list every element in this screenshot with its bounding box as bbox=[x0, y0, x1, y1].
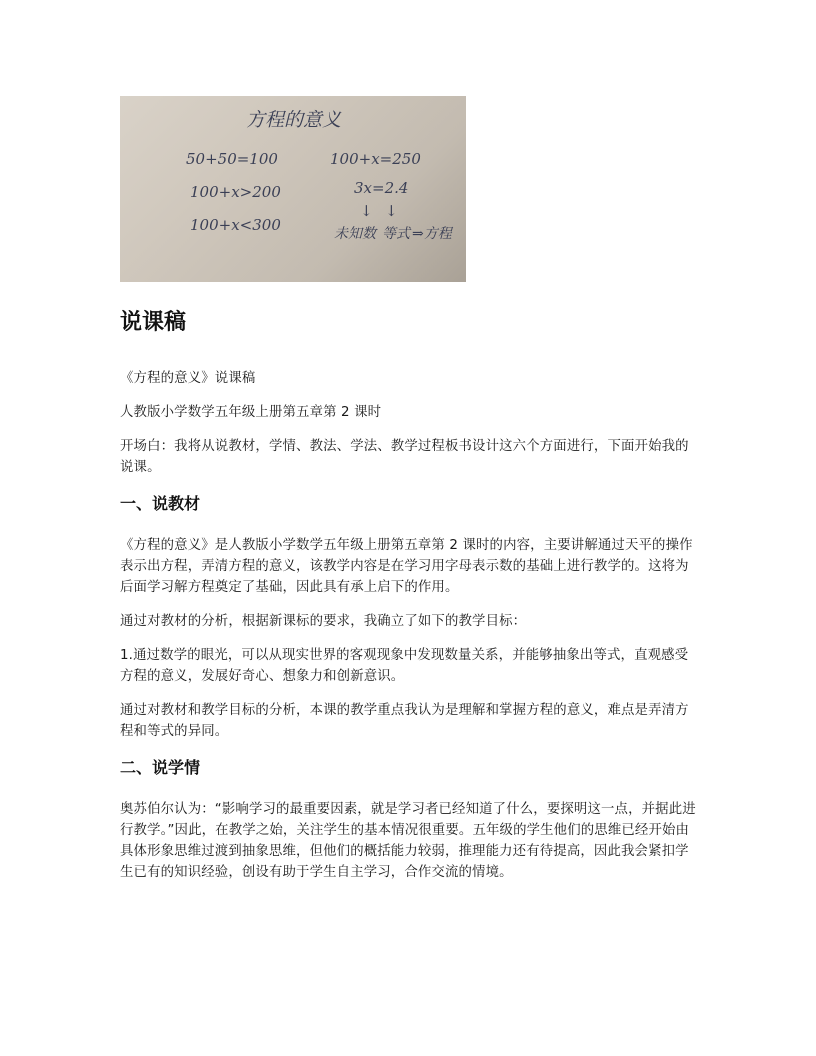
hw-title: 方程的意义 bbox=[246, 109, 342, 131]
paragraph-lesson-title: 《方程的意义》说课稿 bbox=[120, 371, 256, 386]
paragraph-students: 奥苏伯尔认为：“影响学习的最重要因素，就是学习者已经知道了什么，要探明这一点，并据此进行教学。”因此，在教学之始，关注学生的基本情况很重要。五年级的学生他们的思维已经开始由具体形象思维过渡到抽象思维，但他们的概括能力较弱，推理能力还有待提高，因此我会紧扣学生已有的知识经验，创设有助于学生自主学习，合作交流的情境。 bbox=[120, 802, 696, 880]
hw-arrow-2: ↓ bbox=[385, 202, 398, 220]
document-title: 说课稿 bbox=[120, 310, 187, 335]
paragraph-key-points: 通过对教材和教学目标的分析，本课的教学重点我认为是理解和掌握方程的意义，难点是弄清方程和等式的异同。 bbox=[120, 703, 689, 739]
hw-label-unknown: 未知数 bbox=[334, 226, 376, 242]
paragraph-material-intro: 《方程的意义》是人教版小学数学五年级上册第五章第 2 课时的内容，主要讲解通过天平的操作表示出方程，弄清方程的意义，该教学内容是在学习用字母表示数的基础上进行教学的。这将为后面学习解方程奠定了基础，因此具有承上启下的作用。 bbox=[120, 538, 693, 595]
hw-label-equation: ⇒方程 bbox=[412, 226, 452, 242]
document-body bbox=[120, 306, 700, 896]
hw-label-equality: 等式 bbox=[382, 226, 410, 242]
hw-inequality-2: 100+x<300 bbox=[190, 216, 281, 234]
paragraph-lesson-info: 人教版小学数学五年级上册第五章第 2 课时 bbox=[120, 405, 382, 420]
heading-teaching-material: 一、说教材 bbox=[120, 494, 201, 513]
paragraph-goal-intro: 通过对教材的分析，根据新课标的要求，我确立了如下的教学目标： bbox=[120, 614, 527, 629]
hw-inequality-1: 100+x>200 bbox=[190, 183, 281, 201]
handwritten-notes-photo bbox=[120, 96, 466, 282]
hw-equation-3: 3x=2.4 bbox=[354, 179, 409, 197]
hw-equation-2: 100+x=250 bbox=[330, 150, 421, 168]
hw-equation-1: 50+50=100 bbox=[186, 150, 278, 168]
hw-arrow-1: ↓ bbox=[360, 202, 373, 220]
paragraph-opening: 开场白：我将从说教材，学情、教法、学法、教学过程板书设计这六个方面进行，下面开始我的说课。 bbox=[120, 439, 689, 475]
paragraph-goal-1: 1.通过数学的眼光，可以从现实世界的客观现象中发现数量关系，并能够抽象出等式，直观感受方程的意义，发展好奇心、想象力和创新意识。 bbox=[120, 648, 689, 684]
heading-students: 二、说学情 bbox=[120, 758, 201, 777]
handwritten-notes-drawing bbox=[120, 96, 466, 282]
